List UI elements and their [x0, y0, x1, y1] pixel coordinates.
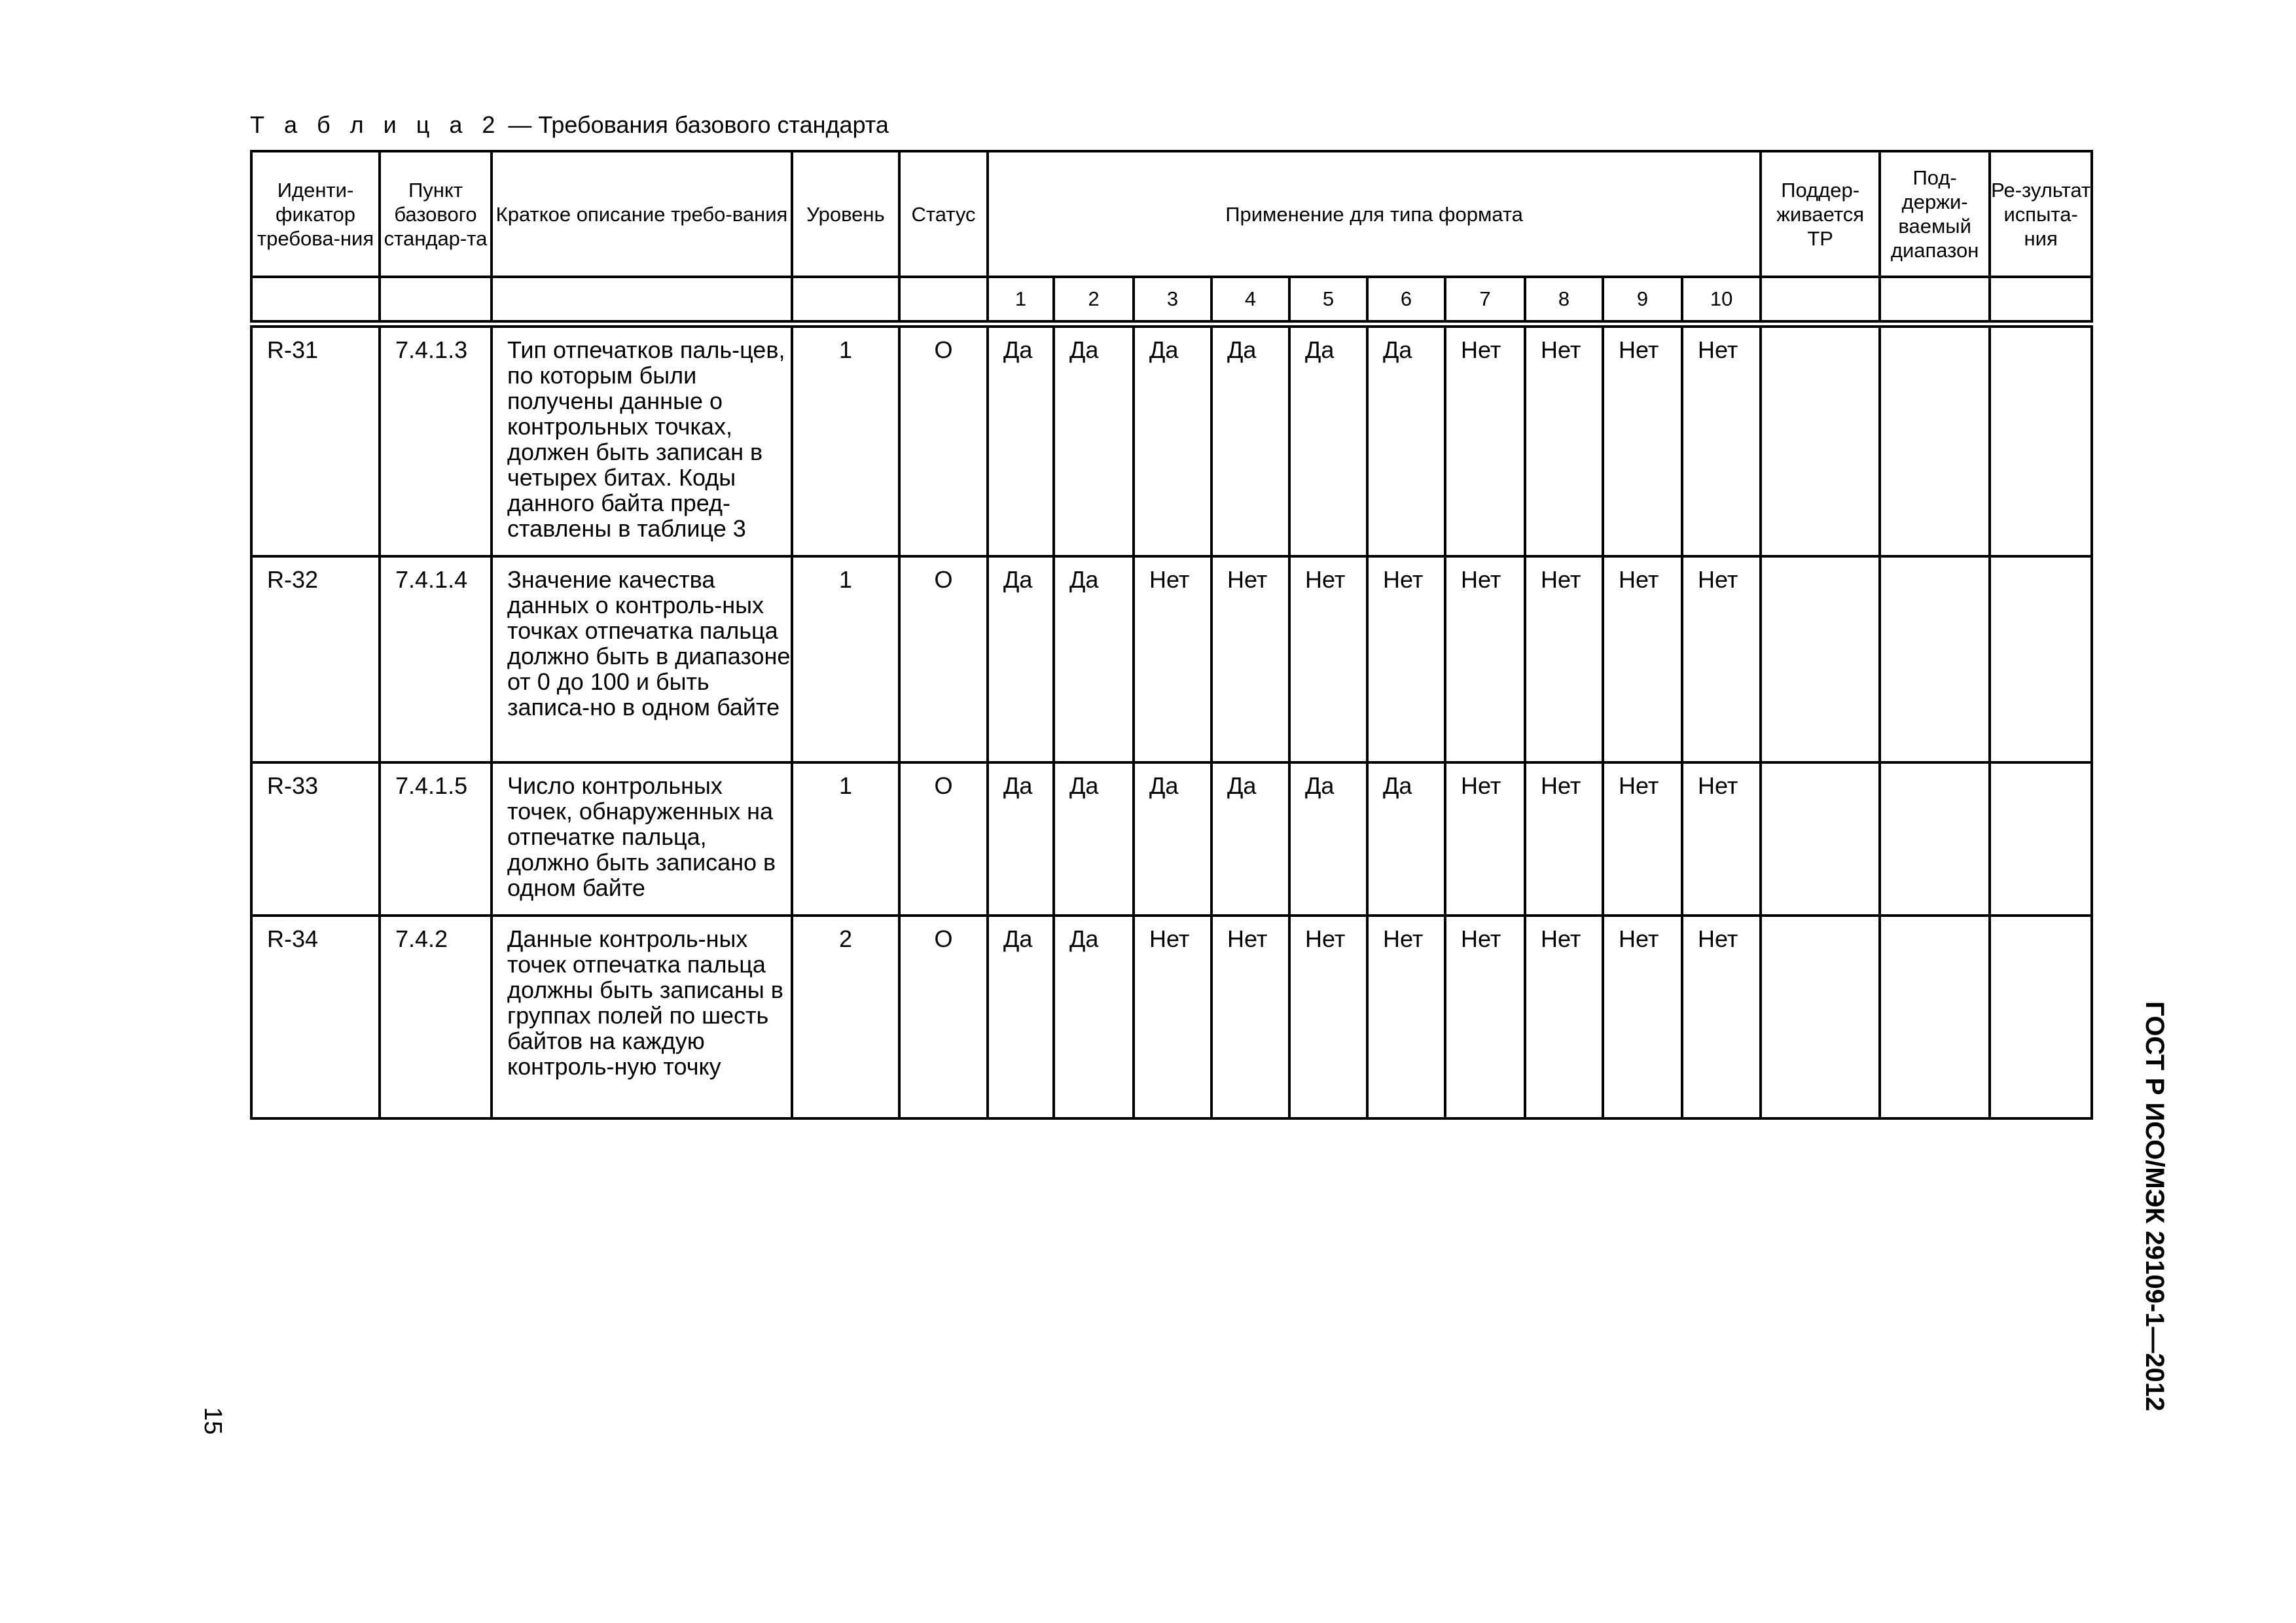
header-description: Краткое описание требо-вания: [492, 151, 792, 277]
format-number: 3: [1134, 277, 1211, 324]
format-applicability: Нет: [1603, 556, 1682, 762]
format-applicability: Нет: [1134, 556, 1211, 762]
format-number: 4: [1211, 277, 1289, 324]
requirement-description: Число контрольных точек, обнаруженных на отпечатке пальца, должно быть записано в одном байте: [492, 762, 792, 916]
requirement-description: Данные контроль-ных точек отпечатка пальца должны быть записаны в группах полей по шесть байтов на каждую контроль-ную точку: [492, 916, 792, 1118]
range-cell: [1880, 916, 1990, 1118]
empty-cell: [1990, 277, 2092, 324]
empty-cell: [380, 277, 492, 324]
supported-cell: [1761, 762, 1880, 916]
format-applicability: Нет: [1289, 916, 1367, 1118]
format-applicability: Да: [1134, 762, 1211, 916]
format-number: 7: [1445, 277, 1525, 324]
format-applicability: Нет: [1682, 762, 1761, 916]
header-supported: Поддер-живается ТР: [1761, 151, 1880, 277]
format-number: 8: [1525, 277, 1603, 324]
base-clause: 7.4.1.4: [380, 556, 492, 762]
caption-prefix: Т а б л и ц а 2: [250, 111, 502, 138]
result-cell: [1990, 916, 2092, 1118]
format-applicability: Да: [1054, 556, 1134, 762]
format-applicability: Нет: [1603, 916, 1682, 1118]
format-applicability: Нет: [1682, 916, 1761, 1118]
format-number: 6: [1367, 277, 1445, 324]
format-number: 5: [1289, 277, 1367, 324]
requirement-id: R-31: [251, 324, 380, 556]
header-clause: Пункт базового стандар-та: [380, 151, 492, 277]
table-caption: [250, 111, 889, 139]
requirement-level: 2: [792, 916, 899, 1118]
format-applicability: Да: [1054, 762, 1134, 916]
header-application: Применение для типа формата: [988, 151, 1761, 277]
format-applicability: Да: [1289, 324, 1367, 556]
header-level: Уровень: [792, 151, 899, 277]
document-standard-label: ГОСТ Р ИСО/МЭК 29109-1—2012: [2140, 1001, 2169, 1412]
table-row: [251, 556, 2092, 762]
format-applicability: Да: [1211, 762, 1289, 916]
format-applicability: Нет: [1603, 762, 1682, 916]
format-applicability: Нет: [1445, 324, 1525, 556]
requirement-id: R-33: [251, 762, 380, 916]
format-applicability: Да: [988, 762, 1054, 916]
result-cell: [1990, 556, 2092, 762]
header-status: Статус: [899, 151, 988, 277]
format-applicability: Нет: [1445, 762, 1525, 916]
supported-cell: [1761, 324, 1880, 556]
empty-cell: [492, 277, 792, 324]
requirement-status: О: [899, 916, 988, 1118]
format-applicability: Нет: [1134, 916, 1211, 1118]
page-number: 15: [199, 1407, 226, 1435]
range-cell: [1880, 324, 1990, 556]
format-applicability: Да: [1054, 324, 1134, 556]
format-applicability: Нет: [1289, 556, 1367, 762]
table-row: [251, 324, 2092, 556]
header-range: Под-держи-ваемый диапазон: [1880, 151, 1990, 277]
range-cell: [1880, 556, 1990, 762]
format-applicability: Да: [1134, 324, 1211, 556]
requirement-status: О: [899, 762, 988, 916]
empty-cell: [899, 277, 988, 324]
format-applicability: Нет: [1603, 324, 1682, 556]
format-applicability: Нет: [1367, 916, 1445, 1118]
base-clause: 7.4.2: [380, 916, 492, 1118]
requirement-level: 1: [792, 324, 899, 556]
requirement-level: 1: [792, 762, 899, 916]
format-applicability: Да: [1211, 324, 1289, 556]
format-applicability: Нет: [1525, 762, 1603, 916]
format-applicability: Да: [1054, 916, 1134, 1118]
requirement-id: R-32: [251, 556, 380, 762]
format-applicability: Нет: [1525, 556, 1603, 762]
requirement-status: О: [899, 556, 988, 762]
format-number: 10: [1682, 277, 1761, 324]
format-applicability: Нет: [1525, 916, 1603, 1118]
supported-cell: [1761, 916, 1880, 1118]
requirement-description: Тип отпечатков паль-цев, по которым были получены данные о контрольных точках, должен быть записан в четырех битах. Коды данного байта пред-ставлены в таблице 3: [492, 324, 792, 556]
format-applicability: Да: [988, 556, 1054, 762]
result-cell: [1990, 324, 2092, 556]
base-clause: 7.4.1.5: [380, 762, 492, 916]
format-applicability: Нет: [1211, 556, 1289, 762]
format-applicability: Да: [988, 324, 1054, 556]
base-clause: 7.4.1.3: [380, 324, 492, 556]
empty-cell: [1761, 277, 1880, 324]
format-applicability: Нет: [1445, 916, 1525, 1118]
format-applicability: Нет: [1211, 916, 1289, 1118]
format-applicability: Нет: [1445, 556, 1525, 762]
format-applicability: Нет: [1682, 324, 1761, 556]
header-id: Иденти-фикатор требова-ния: [251, 151, 380, 277]
format-number-row: [251, 277, 2092, 324]
requirement-level: 1: [792, 556, 899, 762]
header-result: Ре-зультат испыта-ния: [1990, 151, 2092, 277]
format-number: 1: [988, 277, 1054, 324]
format-applicability: Нет: [1682, 556, 1761, 762]
format-applicability: Да: [1367, 324, 1445, 556]
empty-cell: [251, 277, 380, 324]
requirement-description: Значение качества данных о контроль-ных точках отпечатка пальца должно быть в диапазоне от 0 до 100 и быть записа-но в одном байте: [492, 556, 792, 762]
empty-cell: [792, 277, 899, 324]
range-cell: [1880, 762, 1990, 916]
format-applicability: Да: [1289, 762, 1367, 916]
requirements-table: [250, 150, 2093, 1120]
result-cell: [1990, 762, 2092, 916]
table-row: [251, 762, 2092, 916]
format-number: 2: [1054, 277, 1134, 324]
format-number: 9: [1603, 277, 1682, 324]
caption-text: — Требования базового стандарта: [501, 111, 889, 138]
table-row: [251, 916, 2092, 1118]
format-applicability: Да: [988, 916, 1054, 1118]
requirement-id: R-34: [251, 916, 380, 1118]
supported-cell: [1761, 556, 1880, 762]
empty-cell: [1880, 277, 1990, 324]
format-applicability: Нет: [1367, 556, 1445, 762]
format-applicability: Нет: [1525, 324, 1603, 556]
requirement-status: О: [899, 324, 988, 556]
format-applicability: Да: [1367, 762, 1445, 916]
